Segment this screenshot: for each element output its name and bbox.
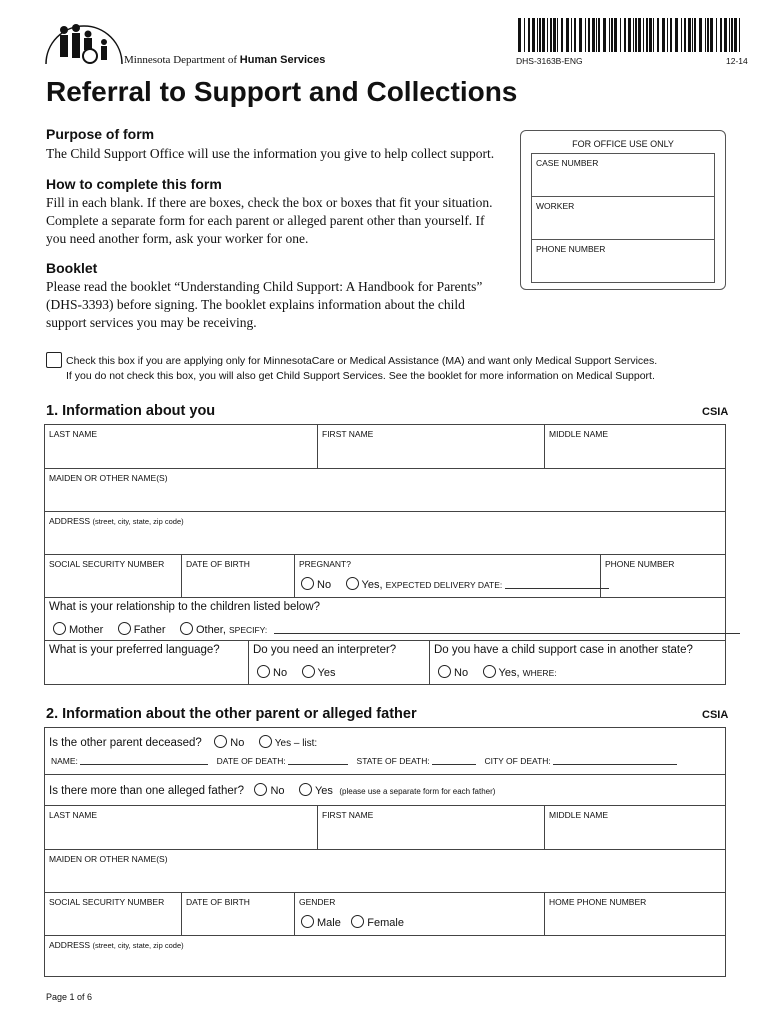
form-date: 12-14	[726, 56, 748, 66]
booklet-text: Please read the booklet “Understanding Child Support: A Handbook for Parents” (DHS-3393) before signing. The booklet explains information about the child support services you may be receiving.	[46, 279, 483, 330]
other-state-yes-radio[interactable]: Yes, WHERE:	[483, 667, 557, 679]
section2-heading: 2. Information about the other parent or alleged father	[46, 706, 417, 722]
s1-other-state-field: Do you have a child support case in another state? No Yes, WHERE:	[434, 644, 693, 679]
dhs-logo	[44, 20, 126, 66]
multiple-no-radio[interactable]: No	[254, 785, 284, 797]
state-of-death-input[interactable]	[432, 764, 476, 765]
page-number: Page 1 of 6	[46, 992, 93, 1002]
booklet-heading: Booklet	[46, 260, 98, 276]
multiple-yes-radio[interactable]: Yes	[299, 785, 333, 797]
gender-male-radio[interactable]: Male	[301, 917, 341, 929]
s2-deceased-field: Is the other parent deceased? No Yes – list: NAME: DATE OF DEATH: STATE OF DEATH: CITY OF DEATH:	[45, 728, 725, 772]
date-of-death-input[interactable]	[288, 764, 348, 765]
city-of-death-input[interactable]	[553, 764, 677, 765]
s2-first-name-field[interactable]: FIRST NAME	[318, 806, 545, 849]
s2-maiden-field[interactable]: MAIDEN OR OTHER NAME(S)	[49, 854, 168, 864]
s1-first-name-field[interactable]: FIRST NAME	[318, 425, 545, 468]
s1-language-field[interactable]: What is your preferred language?	[45, 641, 249, 685]
s2-gender-field: GENDER Male Female	[295, 893, 545, 935]
deceased-yes-radio[interactable]: Yes – list:	[259, 737, 317, 749]
s1-last-name-field[interactable]: LAST NAME	[45, 425, 318, 468]
case-number-field[interactable]: CASE NUMBER	[532, 154, 714, 197]
section1-heading: 1. Information about you	[46, 403, 216, 419]
medical-only-checkbox[interactable]	[46, 352, 62, 368]
section1-table	[44, 424, 726, 685]
s2-middle-name-field[interactable]: MIDDLE NAME	[549, 810, 609, 820]
s2-dob-field[interactable]: DATE OF BIRTH	[182, 893, 295, 935]
relationship-father-radio[interactable]: Father	[118, 624, 166, 636]
pregnant-yes-radio[interactable]: Yes, EXPECTED DELIVERY DATE:	[346, 579, 610, 591]
section1-csia: CSIA	[702, 406, 729, 418]
s2-address-field[interactable]: ADDRESS (street, city, state, zip code)	[49, 940, 184, 950]
relationship-question: What is your relationship to the children listed below?	[49, 601, 321, 613]
relationship-other-radio[interactable]: Other, SPECIFY:	[180, 624, 267, 636]
s1-interpreter-field: Do you need an interpreter? No Yes	[249, 641, 430, 685]
how-text: Fill in each blank. If there are boxes, check the box or boxes that fit your situation. Complete a separate form for each parent or alleged parent other than yourself. If you need another form, ask your worker for one.	[46, 195, 493, 246]
barcode	[516, 18, 746, 52]
s1-middle-name-field[interactable]: MIDDLE NAME	[549, 429, 609, 439]
form-code: DHS-3163B-ENG	[516, 56, 583, 66]
how-heading: How to complete this form	[46, 176, 222, 192]
s1-ssn-field[interactable]: SOCIAL SECURITY NUMBER	[45, 555, 182, 597]
s1-pregnant-field: PREGNANT? No Yes, EXPECTED DELIVERY DATE:	[295, 555, 601, 597]
purpose-heading: Purpose of form	[46, 126, 155, 142]
s1-address-field[interactable]: ADDRESS (street, city, state, zip code)	[49, 516, 184, 526]
deceased-no-radio[interactable]: No	[214, 737, 244, 749]
section2-csia: CSIA	[702, 709, 729, 721]
s1-phone-field[interactable]: PHONE NUMBER	[605, 559, 675, 569]
s2-home-phone-field[interactable]: HOME PHONE NUMBER	[549, 897, 647, 907]
page-title: Referral to Support and Collections	[46, 76, 518, 107]
medical-checkbox-text: Check this box if you are applying only for MinnesotaCare or Medical Assistance (MA) and want only Medical Support Services. If you do not check this box, you will also get Child Support Services. See the booklet for more information on Medical Support.	[66, 355, 658, 382]
relationship-mother-radio[interactable]: Mother	[53, 624, 103, 636]
gender-female-radio[interactable]: Female	[351, 917, 404, 929]
other-state-no-radio[interactable]: No	[438, 667, 468, 679]
pregnant-no-radio[interactable]: No	[301, 579, 331, 591]
worker-field[interactable]: WORKER	[532, 197, 714, 240]
purpose-text: The Child Support Office will use the information you give to help collect support.	[46, 146, 495, 161]
office-phone-field[interactable]: PHONE NUMBER	[536, 244, 606, 254]
office-use-box	[520, 130, 726, 290]
s1-relationship-field	[45, 598, 725, 640]
expected-delivery-input[interactable]	[505, 588, 609, 589]
s1-maiden-field[interactable]: MAIDEN OR OTHER NAME(S)	[49, 473, 168, 483]
s2-ssn-field[interactable]: SOCIAL SECURITY NUMBER	[45, 893, 182, 935]
s2-multiple-father-field: Is there more than one alleged father? No Yes (please use a separate form for each father)	[49, 785, 496, 797]
section2-table	[44, 727, 726, 977]
s2-last-name-field[interactable]: LAST NAME	[45, 806, 318, 849]
office-use-title: FOR OFFICE USE ONLY	[572, 139, 674, 149]
agency-name: Minnesota Department of Human Services	[124, 54, 326, 66]
relationship-specify-input[interactable]	[274, 633, 740, 634]
s1-dob-field[interactable]: DATE OF BIRTH	[182, 555, 295, 597]
interpreter-yes-radio[interactable]: Yes	[302, 667, 336, 679]
interpreter-no-radio[interactable]: No	[257, 667, 287, 679]
deceased-name-input[interactable]	[80, 764, 208, 765]
